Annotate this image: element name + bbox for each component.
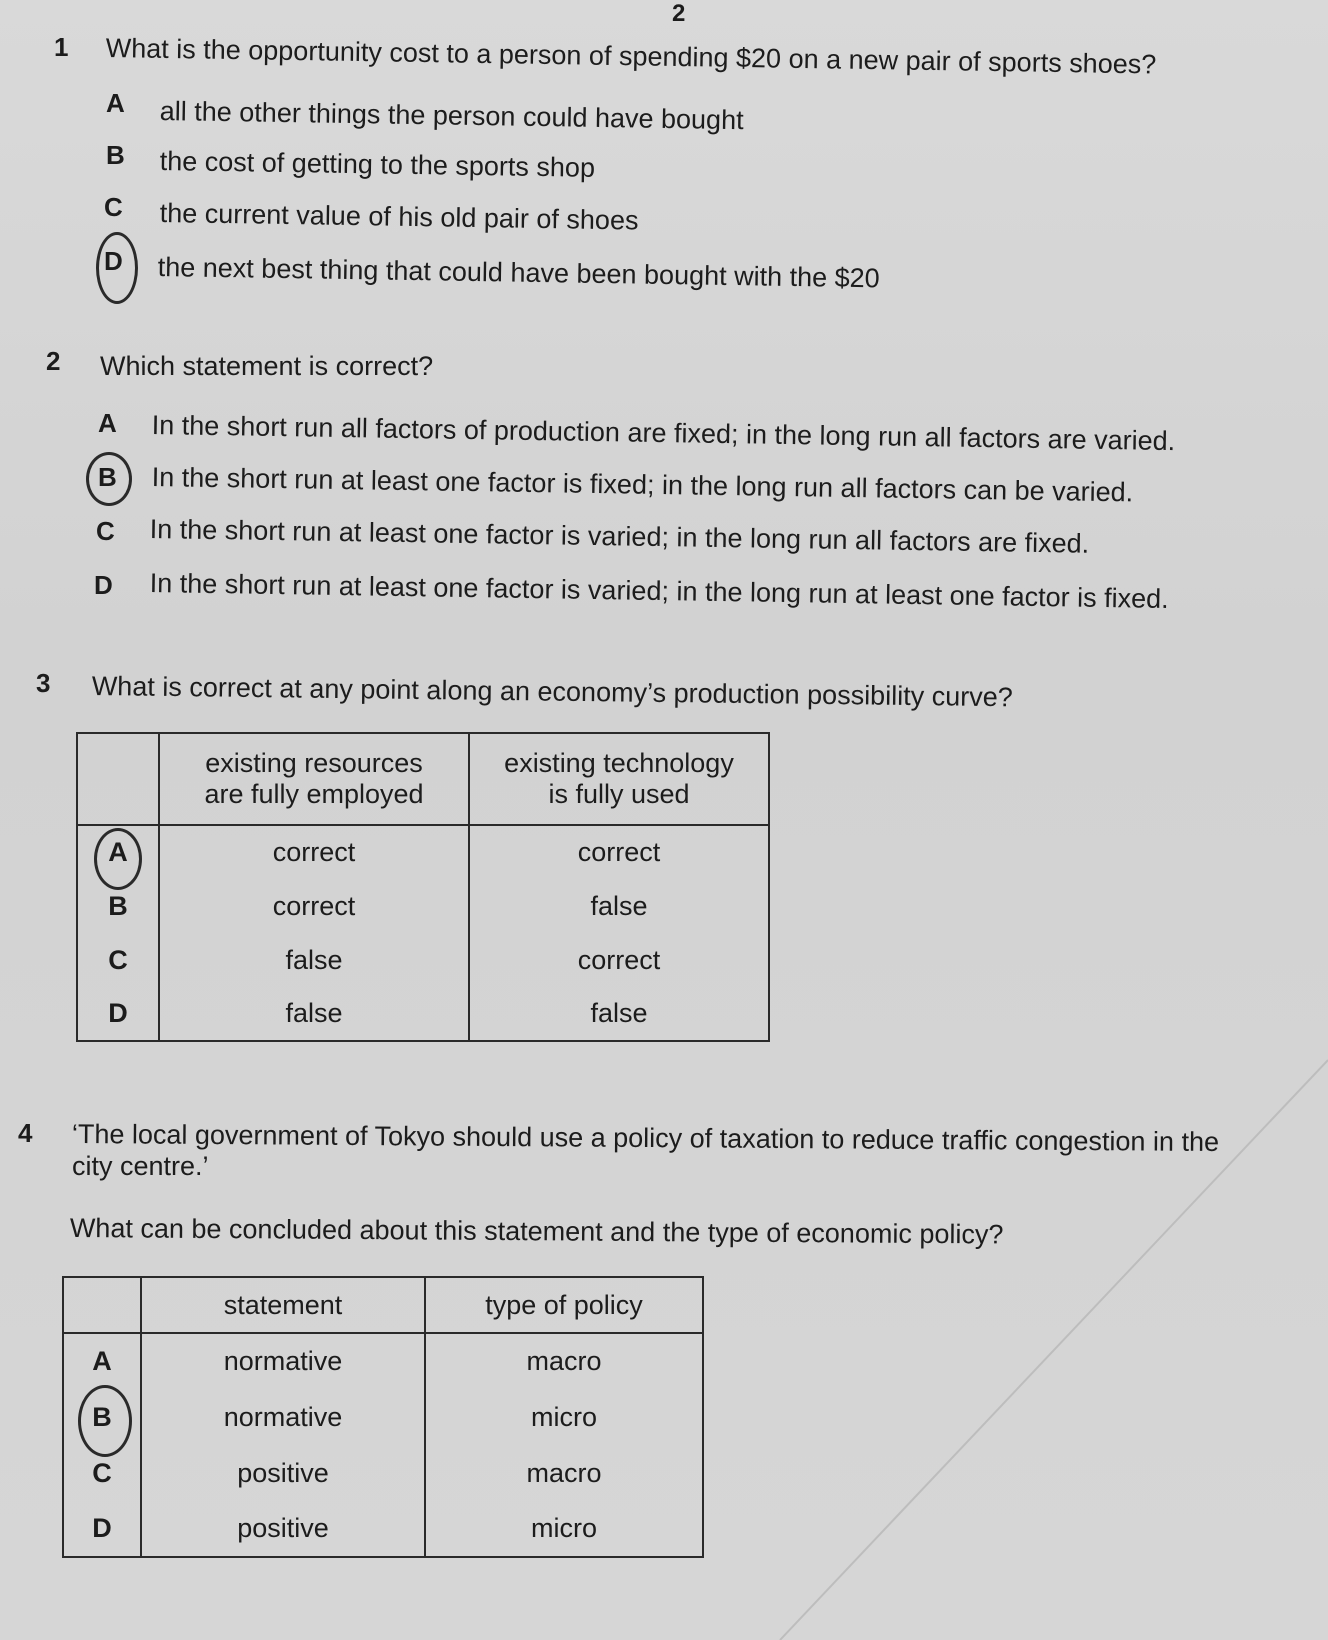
table-cell: false <box>159 933 469 987</box>
option-d[interactable]: the next best thing that could have been bought with the $20 <box>157 252 880 294</box>
question-stem-line-2: city centre.’ <box>72 1151 209 1181</box>
row-letter: A <box>77 825 159 879</box>
question-number: 4 <box>18 1118 33 1148</box>
table-cell: correct <box>159 879 469 933</box>
table-header: type of policy <box>425 1277 703 1333</box>
option-b[interactable]: the cost of getting to the sports shop <box>159 146 596 183</box>
table-cell: positive <box>141 1445 425 1501</box>
row-letter: A <box>63 1333 141 1389</box>
table-header: statement <box>141 1277 425 1333</box>
table-cell: micro <box>425 1501 703 1557</box>
header-line: are fully employed <box>204 779 424 809</box>
row-letter: B <box>63 1389 141 1445</box>
table-cell: correct <box>469 933 769 987</box>
table-cell: macro <box>425 1445 703 1501</box>
table-cell: micro <box>425 1389 703 1445</box>
option-letter-a: A <box>106 88 125 118</box>
table-cell: false <box>159 987 469 1041</box>
question-stem: What is the opportunity cost to a person of spending $20 on a new pair of sports shoes? <box>105 32 1157 80</box>
option-b[interactable]: In the short run at least one factor is fixed; in the long run all factors can be varied. <box>151 462 1134 508</box>
header-line: is fully used <box>548 779 690 809</box>
fold-line <box>780 1060 1328 1640</box>
option-letter-b: B <box>106 140 125 170</box>
option-letter-d: D <box>104 246 123 276</box>
row-letter: D <box>77 987 159 1041</box>
question-prompt: What can be concluded about this statement and the type of economic policy? <box>69 1213 1004 1250</box>
row-letter: C <box>63 1445 141 1501</box>
question-stem: Which statement is correct? <box>100 351 434 381</box>
header-line: existing resources <box>205 748 423 778</box>
option-a[interactable]: all the other things the person could have bought <box>159 96 744 136</box>
table-cell: normative <box>141 1389 425 1445</box>
page-number: 2 <box>672 0 686 27</box>
option-letter-b: B <box>98 462 117 492</box>
option-a[interactable]: In the short run all factors of production are fixed; in the long run all factors are varied. <box>151 410 1176 457</box>
question-number: 3 <box>36 668 51 698</box>
row-letter: B <box>77 879 159 933</box>
question-stem: What is correct at any point along an economy’s production possibility curve? <box>91 670 1013 713</box>
option-c[interactable]: In the short run at least one factor is varied; in the long run all factors are fixed. <box>149 514 1090 559</box>
header-line: existing technology <box>504 748 734 778</box>
option-letter-c: C <box>104 192 123 222</box>
question-stem-line-1: ‘The local government of Tokyo should use a policy of taxation to reduce traffic congestion in the <box>71 1119 1220 1158</box>
option-c[interactable]: the current value of his old pair of shoes <box>159 198 639 236</box>
table-cell: correct <box>159 825 469 879</box>
table-cell: false <box>469 879 769 933</box>
question-number: 2 <box>46 346 61 376</box>
table-cell: macro <box>425 1333 703 1389</box>
table-cell: correct <box>469 825 769 879</box>
table-cell: false <box>469 987 769 1041</box>
table-cell: normative <box>141 1333 425 1389</box>
option-letter-d: D <box>94 570 113 600</box>
option-letter-a: A <box>98 408 117 438</box>
row-letter: D <box>63 1501 141 1557</box>
question-number: 1 <box>54 32 69 62</box>
row-letter: C <box>77 933 159 987</box>
table-cell: positive <box>141 1501 425 1557</box>
option-d[interactable]: In the short run at least one factor is varied; in the long run at least one factor is fixed. <box>149 568 1169 615</box>
option-letter-c: C <box>96 516 115 546</box>
